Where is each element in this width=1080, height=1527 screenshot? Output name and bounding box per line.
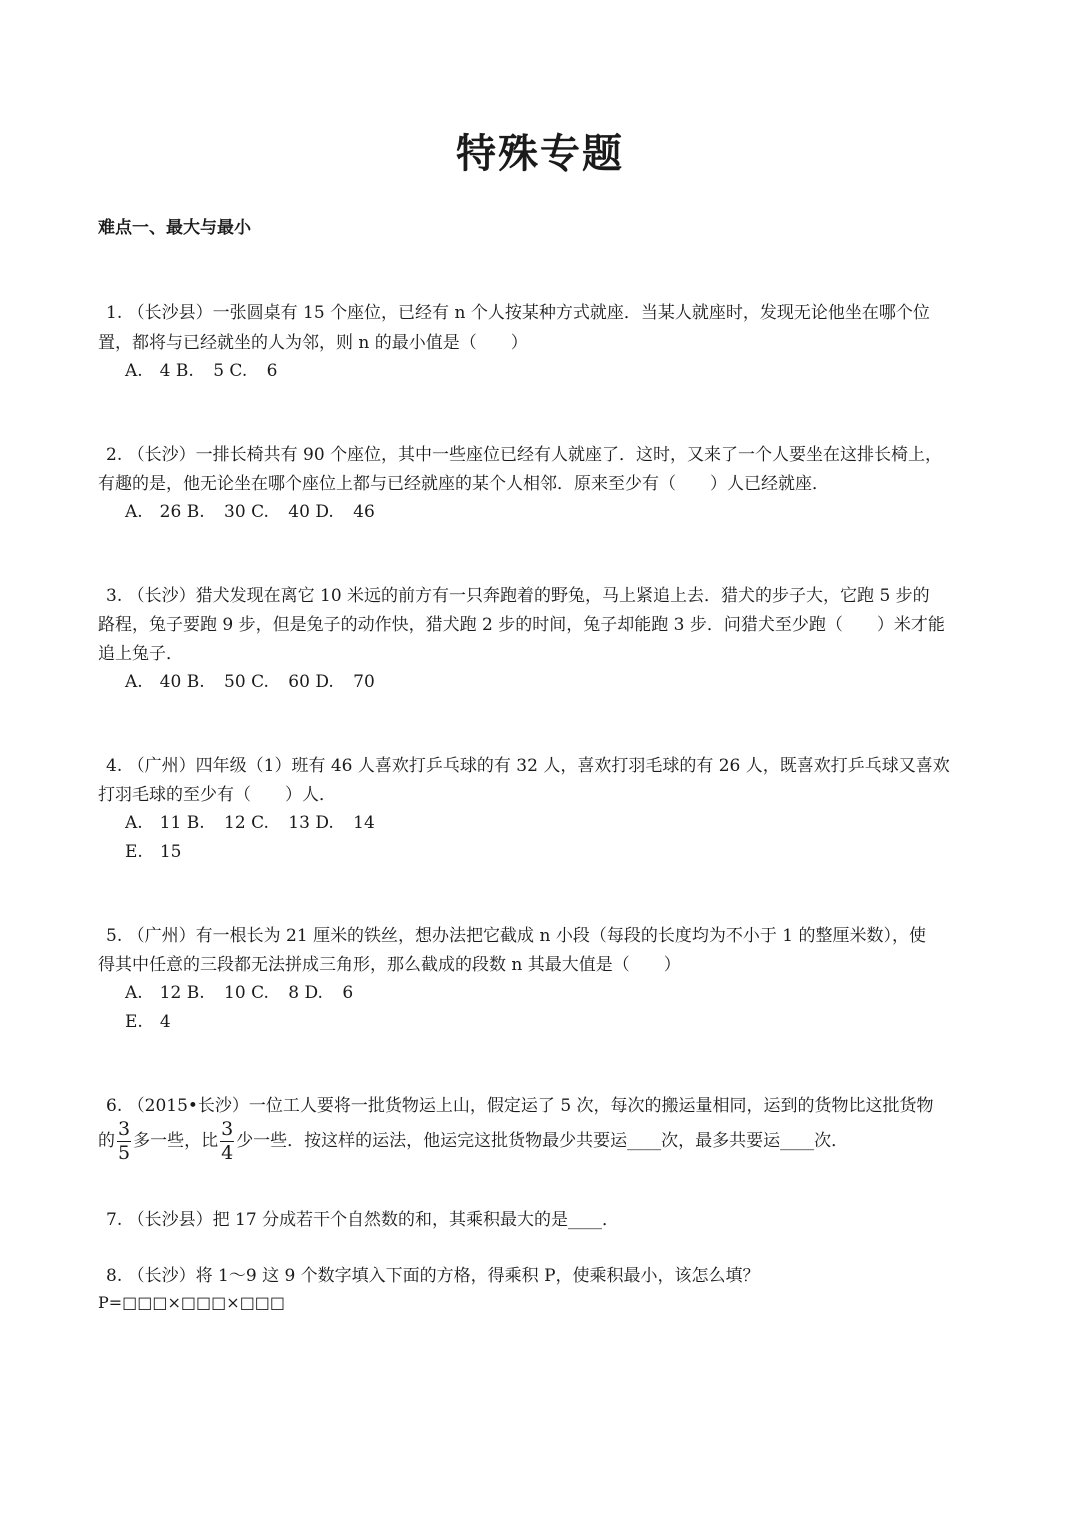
option: 30 C. (224, 502, 269, 522)
option: 8 D. (288, 983, 323, 1003)
option: 5 C. (213, 361, 248, 381)
question-1-line-1: 1. （长沙县）一张圆桌有 15 个座位，已经有 n 个人按某种方式就座．当某人就座时，发现无论他坐在哪个位 (106, 303, 930, 323)
option: 50 C. (224, 672, 269, 692)
page-title: 特殊专题 (456, 131, 624, 177)
option: A. 40 B. (125, 672, 205, 692)
text: 多一些，比 (133, 1131, 219, 1151)
fraction-three-quarters (220, 1120, 234, 1163)
question-2-line-1: 2. （长沙）一排长椅共有 90 个座位，其中一些座位已经有人就座了．这时，又来了一个人要坐在这排长椅上， (106, 445, 943, 465)
question-3-line-2: 路程，兔子要跑 9 步，但是兔子的动作快，猎犬跑 2 步的时间，兔子却能跑 3 步．问猎犬至少跑（ ）米才能 (98, 615, 945, 635)
option: 10 C. (224, 983, 269, 1003)
option: 6 (342, 983, 354, 1003)
question-3-line-3: 追上兔子． (98, 644, 183, 664)
section-heading: 难点一、最大与最小 (98, 218, 251, 238)
text: 少一些．按这样的运法，他运完这批货物最少共要运____次，最多共要运____次． (236, 1131, 849, 1151)
question-5-options (125, 978, 353, 1003)
question-8-line-1: 8. （长沙）将 1～9 这 9 个数字填入下面的方格，得乘积 P，使乘积最小，该怎么填？ (106, 1266, 760, 1286)
question-4-line-2: 打羽毛球的至少有（ ）人． (98, 785, 336, 805)
question-4-line-1: 4. （广州）四年级（1）班有 46 人喜欢打乒乓球的有 32 人，喜欢打羽毛球的有 26 人，既喜欢打乒乓球又喜欢 (106, 756, 950, 776)
option: 14 (353, 813, 375, 833)
option: A. 4 B. (125, 361, 194, 381)
question-4-option-e: E. 15 (125, 842, 182, 862)
product-formula: P=□□□×□□□×□□□ (98, 1293, 286, 1312)
option: A. 11 B. (125, 813, 205, 833)
question-4-options (125, 808, 375, 833)
question-7-line-1: 7. （长沙县）把 17 分成若干个自然数的和，其乘积最大的是____． (106, 1210, 620, 1230)
option: 6 (266, 361, 278, 381)
fraction-three-fifths (117, 1120, 131, 1163)
option: 12 C. (224, 813, 269, 833)
option: 46 (353, 502, 375, 522)
option: A. 12 B. (125, 983, 205, 1003)
question-5-option-e: E. 4 (125, 1012, 171, 1032)
question-3-options (125, 667, 375, 692)
option: 70 (353, 672, 375, 692)
question-2-line-2: 有趣的是，他无论坐在哪个座位上都与已经就座的某个人相邻．原来至少有（ ）人已经就座． (98, 474, 829, 494)
question-1-line-2: 置，都将与已经就坐的人为邻，则 n 的最小值是（ ） (98, 333, 528, 353)
question-5-line-1: 5. （广州）有一根长为 21 厘米的铁丝，想办法把它截成 n 小段（每段的长度均为不小于 1 的整厘米数），使 (106, 926, 926, 946)
text: 的 (98, 1131, 115, 1151)
question-2-options (125, 497, 375, 522)
option: 40 D. (288, 502, 334, 522)
option: A. 26 B. (125, 502, 205, 522)
option: 13 D. (288, 813, 334, 833)
question-1-options (125, 356, 277, 381)
fraction-numerator: 3 (118, 1118, 131, 1140)
fraction-denominator: 5 (118, 1142, 131, 1164)
option: 60 D. (288, 672, 334, 692)
question-5-line-2: 得其中任意的三段都无法拼成三角形，那么截成的段数 n 其最大值是（ ） (98, 955, 681, 975)
question-6-line-2 (98, 1120, 998, 1163)
question-3-line-1: 3. （长沙）猎犬发现在离它 10 米远的前方有一只奔跑着的野兔，马上紧追上去．猎犬的步子大，它跑 5 步的 (106, 586, 930, 606)
fraction-denominator: 4 (221, 1142, 234, 1164)
question-6-line-1: 6. （2015•长沙）一位工人要将一批货物运上山，假定运了 5 次，每次的搬运量相同，运到的货物比这批货物 (106, 1096, 934, 1116)
fraction-numerator: 3 (221, 1118, 234, 1140)
